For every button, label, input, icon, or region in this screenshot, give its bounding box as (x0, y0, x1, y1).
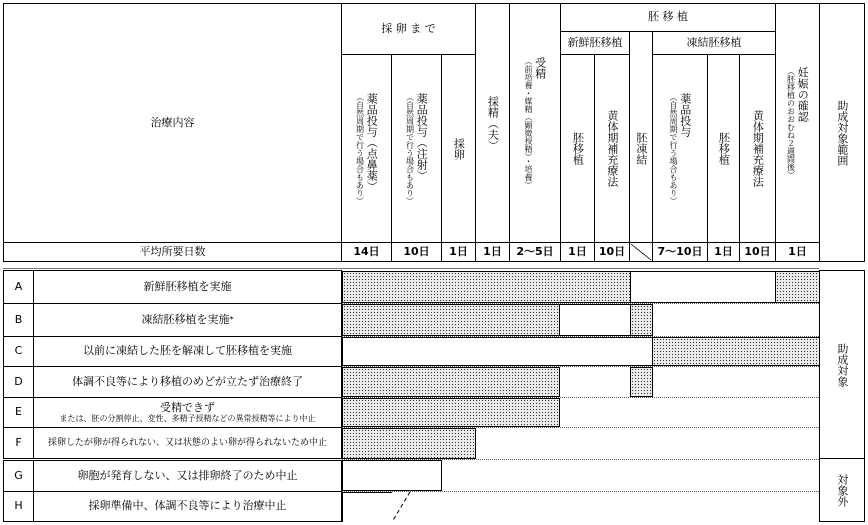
subsidy-scope-header (819, 3, 865, 262)
row-text: 受精できず (160, 400, 215, 414)
days-cell (441, 242, 476, 262)
row-text-cell (33, 336, 342, 367)
col-drug-nasal-note: （自然周期で行う場合もあり） (355, 92, 365, 205)
col-fresh-luteal-header (594, 54, 630, 243)
days-value: 1日 (483, 244, 502, 258)
body-top-rule (3, 268, 819, 269)
days-cell (652, 242, 708, 262)
row-id: D (14, 374, 23, 388)
timeline-bar-covered (652, 337, 820, 366)
timeline-bar-covered (342, 398, 560, 427)
col-pregnancy-check-note: （胚移植のおおむね２週間後） (786, 67, 796, 179)
days-cell (475, 242, 510, 262)
col-frozen-drug-label: 薬品投与 (678, 92, 692, 137)
frozen-transfer-group-header (652, 31, 776, 55)
embryo-transfer-group-header (560, 3, 776, 32)
row-id: F (15, 435, 22, 449)
frozen-transfer-group-label: 凍結胚移植 (686, 35, 742, 49)
days-row-label: 平均所要日数 (139, 244, 206, 258)
row-text: 採卵したが卵が得られない、又は状態のよい卵が得られないため中止 (47, 437, 327, 448)
col-fresh-transfer-header (560, 54, 595, 243)
col-frozen-drug-header (652, 54, 708, 243)
col-drug-nasal-header (341, 54, 392, 243)
subsidy-not-covered-cell (819, 458, 865, 522)
timeline-bar-covered (342, 304, 560, 336)
dashed-ending-line (388, 490, 412, 524)
row-subtext: または、胚の分割停止、変性、多精子授精などの異常授精等により中止 (59, 414, 316, 424)
row-id: G (14, 468, 23, 482)
days-value: 1日 (788, 244, 807, 258)
treatment-label: 治療内容 (150, 115, 195, 129)
row-text-cell (33, 427, 342, 459)
fresh-transfer-group-header (560, 31, 630, 55)
days-cell-empty (629, 242, 653, 262)
col-pregnancy-check-header (775, 3, 820, 243)
col-pregnancy-check-label: 妊娠の確認 (796, 67, 810, 122)
row-text-cell (33, 491, 342, 522)
days-value: 10日 (403, 244, 430, 258)
col-egg-retrieval-label: 採卵 (452, 137, 466, 160)
days-cell (594, 242, 630, 262)
row-id-cell (3, 366, 34, 398)
row-id: C (14, 344, 23, 358)
days-value: 10日 (598, 244, 626, 258)
row-text: 以前に凍結した胚を解凍して胚移植を実施 (83, 344, 292, 358)
col-fertilization-note: （前培養・媒精（顕微授精）・培養） (524, 57, 534, 189)
col-fresh-luteal-label: 黄体期補充療法 (605, 110, 619, 187)
row-id-cell (3, 270, 34, 304)
days-value: 1日 (449, 244, 468, 258)
subsidy-covered-cell (819, 270, 865, 459)
row-id-cell (3, 336, 34, 367)
days-value: 7～10日 (657, 244, 703, 258)
fresh-transfer-group-label: 新鮮胚移植 (567, 35, 623, 49)
days-cell (391, 242, 442, 262)
subsidy-not-covered-label: 対象外 (835, 473, 849, 507)
timeline-bar-covered (342, 367, 560, 397)
row-text: 凍結胚移植を実施 (141, 312, 230, 326)
row-id-cell (3, 303, 34, 337)
row-id-cell (3, 397, 34, 428)
days-cell (739, 242, 776, 262)
col-sperm-collection-header (475, 3, 510, 243)
col-frozen-drug-note: （自然周期で行う場合もあり） (669, 92, 679, 205)
col-fertilization-header (509, 3, 561, 243)
treatment-label-header (3, 3, 342, 243)
row-id: B (14, 312, 23, 326)
row-text-cell (33, 397, 342, 428)
row-text: 採卵準備中、体調不良等により治療中止 (88, 499, 287, 513)
days-value: 14日 (353, 244, 380, 258)
timeline-bar-uncovered (342, 460, 442, 491)
col-embryo-freeze-header (629, 54, 653, 243)
col-drug-injection-header (391, 54, 442, 243)
freeze-spacer-header (629, 31, 653, 55)
row-id: A (14, 279, 23, 293)
timeline-bar-covered (630, 367, 653, 397)
days-cell (775, 242, 820, 262)
row-id-cell (3, 460, 34, 492)
days-value: 1日 (714, 244, 733, 258)
days-cell (509, 242, 561, 262)
egg-retrieval-group-label: 採 卵 ま で (381, 21, 436, 35)
col-embryo-freeze-label: 胚凍結 (634, 131, 648, 165)
row-id: H (14, 499, 23, 513)
timeline-bar-uncovered (559, 304, 631, 336)
timeline-bar-uncovered (342, 337, 653, 366)
row-text-cell (33, 270, 342, 304)
subsidy-scope-label: 助成対象範囲 (835, 99, 849, 166)
days-cell (560, 242, 595, 262)
row-text-cell (33, 303, 342, 337)
row-id-cell (3, 427, 34, 459)
subsidy-covered-label: 助成対象 (835, 342, 849, 387)
days-value: 10日 (744, 244, 771, 258)
egg-retrieval-group-header (341, 3, 476, 55)
col-frozen-luteal-label: 黄体期補充療法 (751, 110, 765, 187)
col-fertilization-label: 受精 (533, 57, 547, 79)
col-frozen-transfer-header (707, 54, 740, 243)
embryo-transfer-group-label: 胚 移 植 (648, 10, 688, 24)
days-value: 1日 (568, 244, 587, 258)
days-value: 2～5日 (516, 244, 554, 258)
row-text-cell (33, 366, 342, 398)
timeline-bar-covered (342, 271, 631, 303)
timeline-bar-covered (342, 428, 476, 459)
row-text-cell (33, 460, 342, 492)
col-drug-injection-note: （自然周期で行う場合もあり） (405, 92, 415, 205)
row-text: 体調不良等により移植のめどが立たず治療終了 (72, 374, 303, 388)
col-drug-nasal-label: 薬品投与（点鼻薬） (365, 92, 379, 192)
col-frozen-luteal-header (739, 54, 776, 243)
row-id-cell (3, 491, 34, 522)
diagonal-slash-icon (630, 243, 652, 261)
days-cell (341, 242, 392, 262)
col-frozen-transfer-label: 胚移植 (717, 132, 731, 165)
col-drug-injection-label: 薬品投与（注射） (415, 92, 429, 181)
row-id: E (15, 405, 22, 419)
days-cell (707, 242, 740, 262)
timeline-bar-uncovered (342, 492, 392, 522)
row-asterisk: * (229, 315, 234, 325)
col-sperm-collection-label: 採精（夫） (486, 95, 500, 151)
col-fresh-transfer-label: 胚移植 (571, 132, 585, 165)
row-text: 新鮮胚移植を実施 (143, 279, 232, 293)
timeline-bar-uncovered (630, 271, 776, 303)
row-text: 卵胞が発育しない、又は排卵終了のため中止 (77, 468, 298, 482)
timeline-bar-covered (630, 304, 653, 336)
timeline-bar-covered (775, 271, 820, 303)
col-egg-retrieval-header (441, 54, 476, 243)
days-row-label-cell (3, 242, 342, 262)
row-separator (342, 491, 819, 492)
